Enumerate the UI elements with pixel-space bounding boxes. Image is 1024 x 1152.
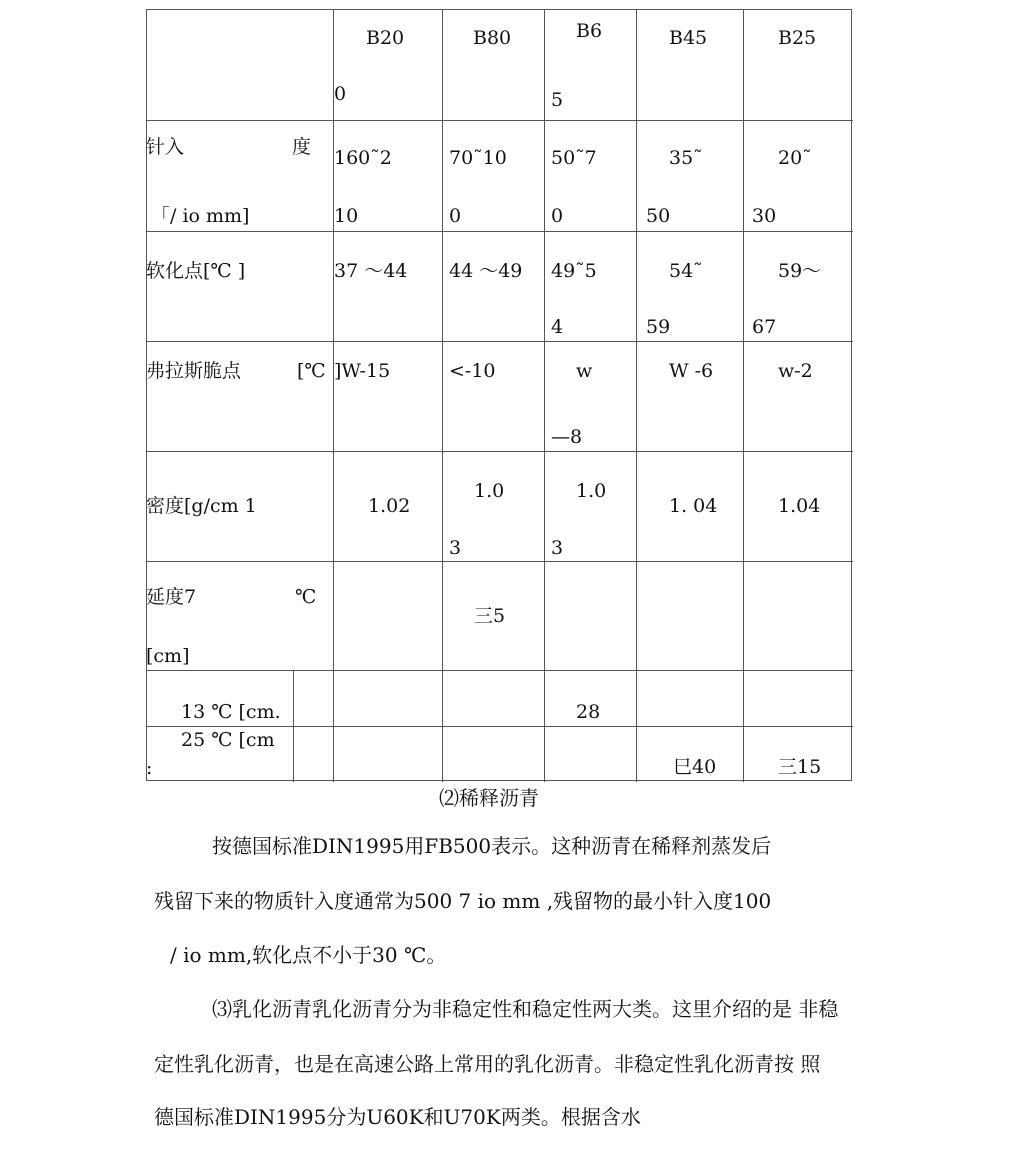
softening-b25: 59～ (778, 260, 822, 282)
row-divider (147, 120, 853, 121)
density-b80: 3 (449, 537, 462, 559)
penetration-b80: 70˜10 (449, 147, 507, 169)
row-divider (147, 451, 853, 452)
ductility25-label: 25 ℃ [cm (181, 729, 275, 751)
col-divider (442, 10, 443, 782)
fraass-label: [℃ (297, 360, 326, 382)
penetration-b65: 0 (551, 205, 564, 227)
fraass-label: 弗拉斯脆点 (146, 360, 242, 382)
ductility13-label: 13 ℃ [cm. (181, 701, 281, 723)
softening-b45: 54˜ (669, 260, 703, 282)
header-b200-b: 0 (334, 83, 347, 105)
paragraph-line: 德国标准DIN1995分为U60K和U70K两类。根据含水 (154, 1105, 641, 1129)
header-b65-a: B6 (576, 20, 603, 42)
row-divider (147, 561, 853, 562)
fraass-b45: W -6 (669, 360, 714, 382)
bitumen-spec-table (146, 9, 852, 781)
softening-b200: 37 ～44 (334, 260, 408, 282)
paragraph-line: 按德国标准DIN1995用FB500表示。这种沥青在稀释剂蒸发后 (212, 834, 772, 858)
density-b80: 1.0 (474, 480, 505, 502)
row-divider (147, 726, 853, 727)
col-divider (544, 10, 545, 782)
col-divider (636, 10, 637, 782)
penetration-b80: 0 (449, 205, 462, 227)
penetration-label: 针入 (146, 136, 185, 158)
header-b25: B25 (778, 27, 817, 49)
softening-label: 软化点[℃ ] (146, 260, 246, 282)
header-b45: B45 (669, 27, 708, 49)
penetration-b45: 50 (646, 205, 671, 227)
penetration-b25: 30 (752, 205, 777, 227)
penetration-b200: 10 (334, 205, 359, 227)
density-b65: 3 (551, 537, 564, 559)
paragraph-line: ⑶乳化沥青乳化沥青分为非稳定性和稳定性两大类。这里介绍的是 非稳 (212, 997, 839, 1021)
ductility7-label: 延度7 (146, 586, 197, 608)
softening-b65: 49˜5 (551, 260, 597, 282)
paragraph-line: / io mm,软化点不小于30 ℃。 (170, 943, 447, 967)
density-b65: 1.0 (576, 480, 607, 502)
section-heading: ⑵稀释沥青 (439, 786, 539, 810)
penetration-label: 度 (292, 136, 312, 158)
penetration-b25: 20˜ (778, 147, 812, 169)
fraass-b80: <-10 (449, 360, 496, 382)
penetration-b200: 160˜2 (334, 147, 392, 169)
softening-b25: 67 (752, 316, 777, 338)
ductility7-b80: 三5 (474, 605, 506, 627)
col-divider (743, 10, 744, 782)
softening-b80: 44 ～49 (449, 260, 523, 282)
ductility7-unit: [cm] (146, 645, 190, 667)
row-divider (147, 670, 853, 671)
softening-b45: 59 (646, 316, 671, 338)
header-b65-b: 5 (551, 89, 564, 111)
density-b45: 1. 04 (669, 495, 718, 517)
ductility25-b25: 三15 (778, 756, 822, 778)
ductility13-b65: 28 (576, 701, 601, 723)
penetration-b45: 35˜ (669, 147, 703, 169)
fraass-b200: ]W-15 (334, 360, 391, 382)
paragraph-line: 定性乳化沥青，也是在高速公路上常用的乳化沥青。非稳定性乳化沥青按 照 (154, 1052, 821, 1076)
header-b80: B80 (473, 27, 512, 49)
ductility25-b45: 巳40 (673, 756, 717, 778)
fraass-b25: w-2 (778, 360, 813, 382)
density-b200: 1.02 (368, 495, 411, 517)
row-divider (147, 231, 853, 232)
ductility25-label: : (146, 757, 153, 779)
penetration-unit: 「/ io mm] (151, 205, 250, 227)
density-b25: 1.04 (778, 495, 821, 517)
ductility7-label: ℃ (295, 586, 317, 608)
penetration-b65: 50˜7 (551, 147, 597, 169)
fraass-b65: —8 (551, 426, 583, 448)
paragraph-line: 残留下来的物质针入度通常为500 7 io mm ,残留物的最小针入度100 (154, 889, 772, 913)
row-divider (147, 341, 853, 342)
softening-b65: 4 (551, 316, 564, 338)
col-divider (333, 10, 334, 782)
fraass-b65: w (576, 360, 593, 382)
density-label: 密度[g/cm 1 (146, 495, 257, 517)
header-b200-a: B20 (366, 27, 405, 49)
